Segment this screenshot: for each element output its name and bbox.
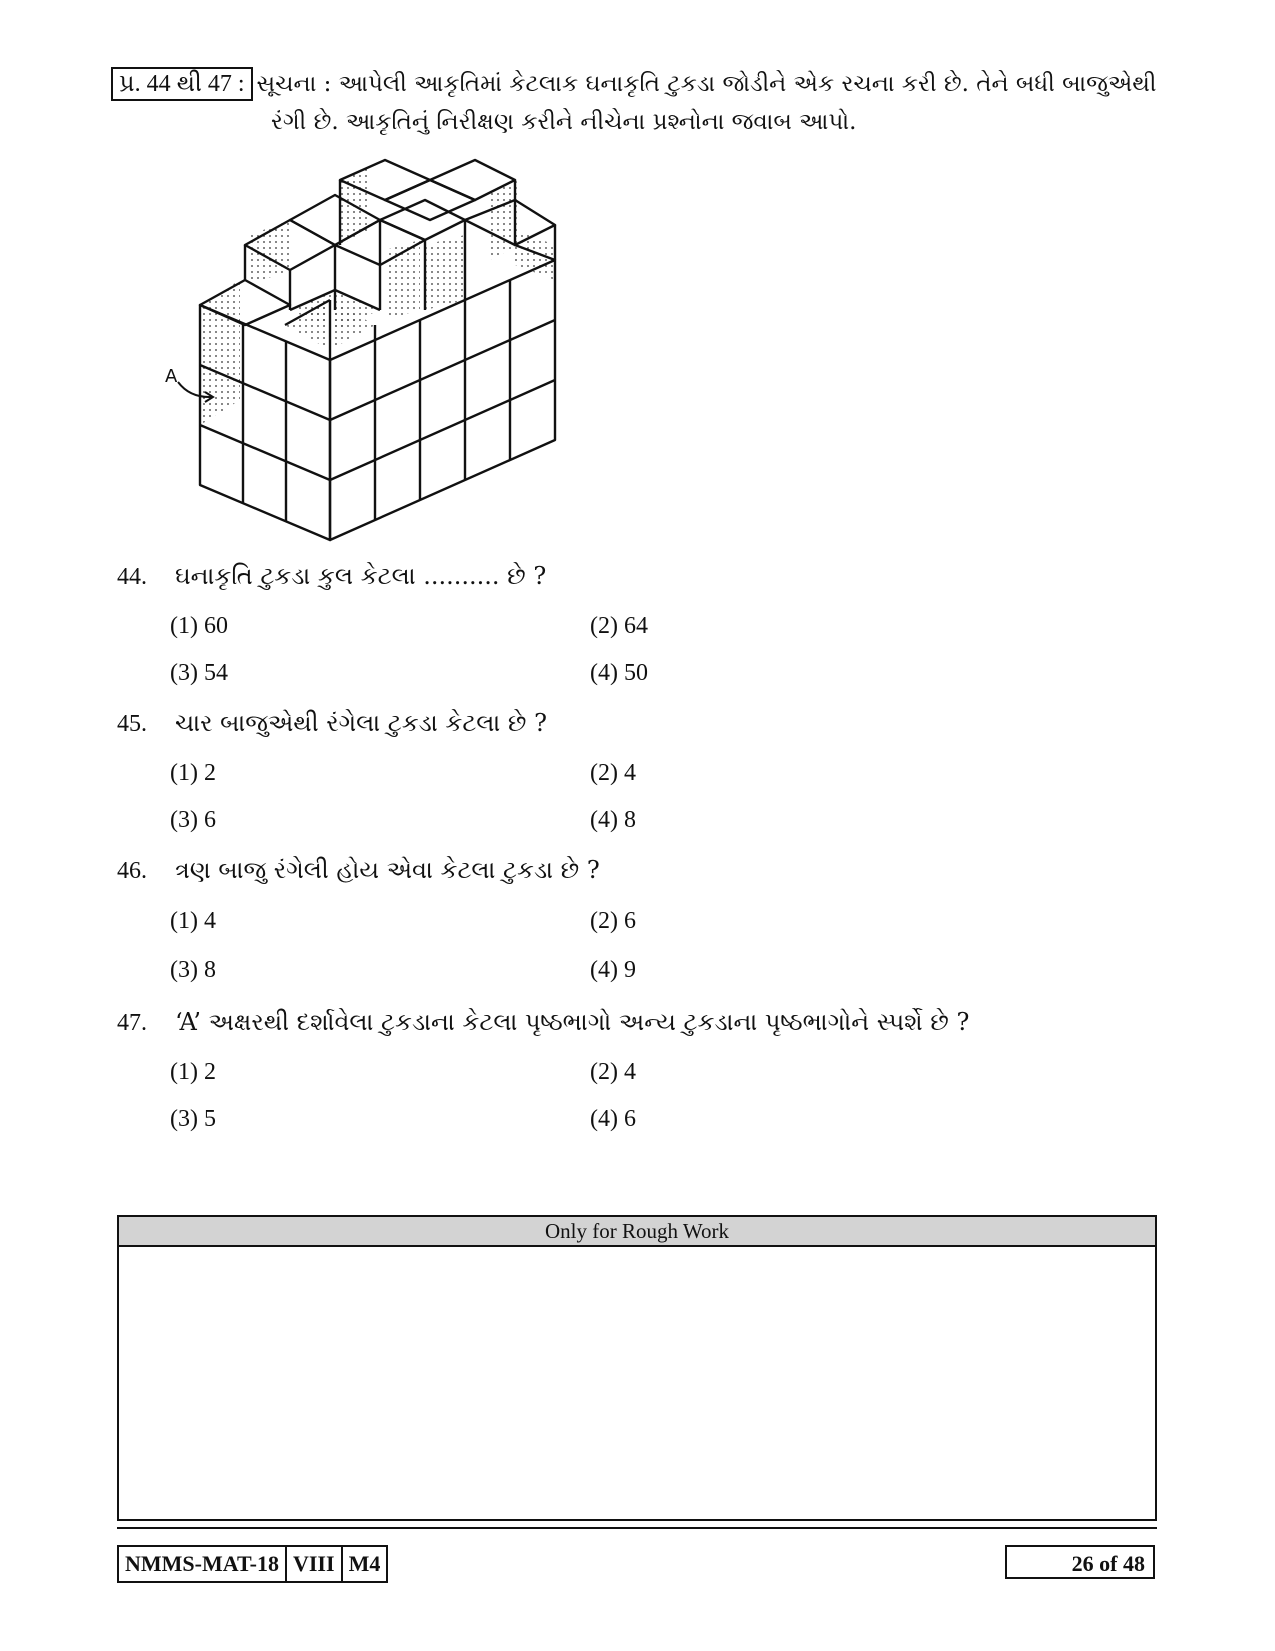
option[interactable]: (1) 2 bbox=[170, 1059, 216, 1085]
question-47: 47. ‘A’ અક્ષરથી દર્શાવેલા ટુકડાના કેટલા પૃષ્ઠભાગો અન્ય ટુકડાના પૃષ્ઠભાગોને સ્પર્શે છે ? bbox=[117, 1008, 970, 1036]
option[interactable]: (2) 6 bbox=[590, 908, 636, 934]
option[interactable]: (1) 60 bbox=[170, 613, 228, 639]
exam-code: NMMS-MAT-18 bbox=[119, 1547, 287, 1581]
question-46: 46. ત્રણ બાજુ રંગેલી હોય એવા કેટલા ટુકડા છે ? bbox=[117, 856, 600, 884]
option[interactable]: (4) 50 bbox=[590, 660, 648, 686]
arrow-label: A bbox=[165, 366, 178, 387]
option[interactable]: (3) 6 bbox=[170, 807, 216, 833]
rough-work-box[interactable] bbox=[117, 1215, 1157, 1521]
option[interactable]: (4) 6 bbox=[590, 1106, 636, 1132]
cube-structure-figure bbox=[160, 150, 600, 570]
instruction-line-1: સૂચના : આપેલી આકૃતિમાં કેટલાક ઘનાકૃતિ ટુકડા જોડીને એક રચના કરી છે. તેને બધી બાજુએથી bbox=[256, 71, 1157, 97]
option[interactable]: (2) 64 bbox=[590, 613, 648, 639]
instruction-block bbox=[111, 66, 1161, 135]
option[interactable]: (3) 8 bbox=[170, 957, 216, 983]
option[interactable]: (1) 4 bbox=[170, 908, 216, 934]
question-text: ત્રણ બાજુ રંગેલી હોય એવા કેટલા ટુકડા છે ? bbox=[175, 856, 600, 884]
rough-work-heading: Only for Rough Work bbox=[119, 1217, 1155, 1247]
option[interactable]: (3) 5 bbox=[170, 1106, 216, 1132]
page-number: 26 of 48 bbox=[1005, 1545, 1155, 1579]
question-range-box: પ્ર. 44 થી 47 : bbox=[111, 67, 253, 101]
option[interactable]: (1) 2 bbox=[170, 760, 216, 786]
option[interactable]: (3) 54 bbox=[170, 660, 228, 686]
question-text: ‘A’ અક્ષરથી દર્શાવેલા ટુકડાના કેટલા પૃષ્ઠભાગો અન્ય ટુકડાના પૃષ્ઠભાગોને સ્પર્શે છે ? bbox=[175, 1008, 970, 1036]
instruction-line-2: રંગી છે. આકૃતિનું નિરીક્ષણ કરીને નીચેના પ્રશ્નોના જવાબ આપો. bbox=[271, 109, 857, 135]
footer-code-box bbox=[117, 1545, 388, 1583]
medium-label: M4 bbox=[348, 1551, 381, 1576]
option[interactable]: (4) 9 bbox=[590, 957, 636, 983]
question-text: ચાર બાજુએથી રંગેલા ટુકડા કેટલા છે ? bbox=[175, 709, 547, 737]
question-45: 45. ચાર બાજુએથી રંગેલા ટુકડા કેટલા છે ? bbox=[117, 709, 547, 737]
option[interactable]: (2) 4 bbox=[590, 1059, 636, 1085]
option[interactable]: (2) 4 bbox=[590, 760, 636, 786]
question-44: 44. ઘનાકૃતિ ટુકડા કુલ કેટલા .......... છે ? bbox=[117, 562, 547, 590]
class-label: VIII bbox=[287, 1547, 343, 1581]
question-text: ઘનાકૃતિ ટુકડા કુલ કેટલા .......... છે ? bbox=[175, 562, 547, 590]
footer-divider bbox=[117, 1527, 1157, 1529]
option[interactable]: (4) 8 bbox=[590, 807, 636, 833]
